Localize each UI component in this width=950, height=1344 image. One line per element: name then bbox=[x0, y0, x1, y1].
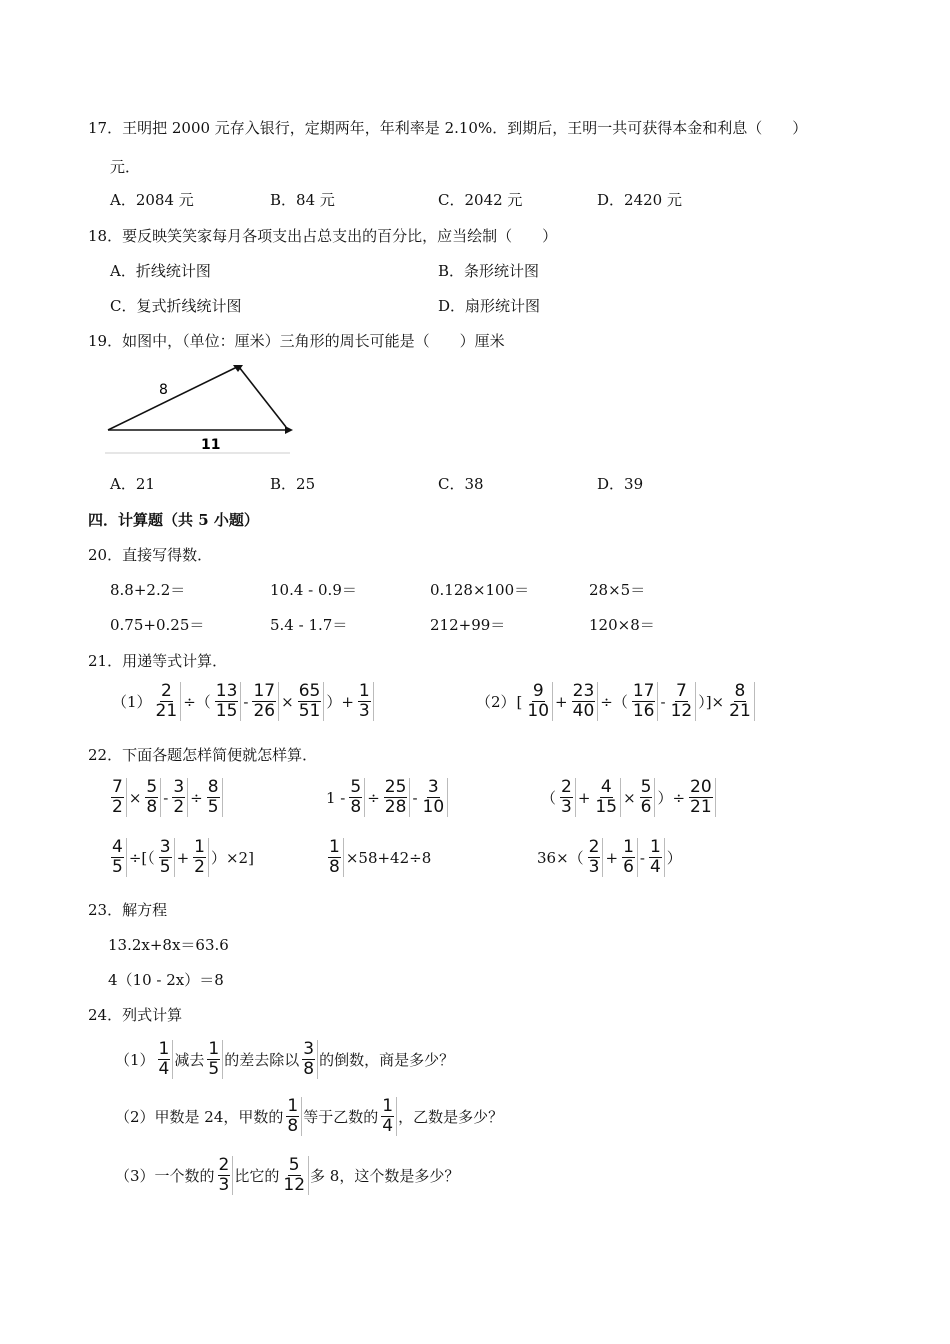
q24-item-2: （2）甲数是 24，甲数的 $\frac{1}{8}$ 等于乙数的 $\frac{1}{4}$ ，乙数是多少？ bbox=[115, 1096, 504, 1136]
q22-expr: $\frac{1}{8}$ ×58+42÷8 bbox=[325, 838, 432, 877]
q22-expr: （ $\frac{2}{3}$ + $\frac{4}{15}$ × $\frac{5}{6}$ ）÷ $\frac{20}{21}$ bbox=[540, 778, 717, 817]
q20-item: 0.75+0.25＝ bbox=[110, 616, 205, 634]
q22-expr: $\frac{4}{5}$ ÷[（ $\frac{3}{5}$ + $\frac{1}{2}$ ）×2] bbox=[108, 838, 255, 877]
q17-option-b[interactable]: B．84 元 bbox=[270, 191, 335, 209]
q24-item-3: （3）一个数的 $\frac{2}{3}$ 比它的 $\frac{5}{12}$ 多 8，这个数是多少？ bbox=[115, 1155, 460, 1195]
q19-stem: 19．如图中，（单位：厘米）三角形的周长可能是（ ）厘米 bbox=[88, 332, 505, 350]
q17-stem: 17．王明把 2000 元存入银行，定期两年，年利率是 2.10%．到期后，王明一共可获得本金和利息（ ） bbox=[88, 119, 808, 137]
q22-expr: $\frac{7}{2}$ × $\frac{5}{8}$ - $\frac{3}{2}$ ÷ $\frac{8}{5}$ bbox=[108, 778, 224, 817]
q17-option-c[interactable]: C．2042 元 bbox=[438, 191, 523, 209]
section-heading: 四．计算题（共 5 小题） bbox=[88, 511, 259, 529]
q20-item: 28×5＝ bbox=[589, 581, 646, 599]
q21-expr-1: （1） $\frac{2}{21}$ ÷（ $\frac{13}{15}$ - $\frac{17}{26}$ × $\frac{65}{51}$ ）+ $\frac{1}{3}$ bbox=[112, 682, 375, 721]
base-label: 11 bbox=[201, 437, 221, 453]
q18-option-d[interactable]: D．扇形统计图 bbox=[438, 297, 541, 315]
q22-expr: 1 - $\frac{5}{8}$ ÷ $\frac{25}{28}$ - $\frac{3}{10}$ bbox=[325, 778, 449, 817]
q19-option-b[interactable]: B．25 bbox=[270, 475, 316, 493]
q20-item: 212+99＝ bbox=[430, 616, 506, 634]
q23-stem: 23．解方程 bbox=[88, 901, 168, 919]
q24-stem: 24．列式计算 bbox=[88, 1006, 183, 1024]
q17-stem-cont: 元． bbox=[110, 158, 141, 176]
q17-option-d[interactable]: D．2420 元 bbox=[597, 191, 682, 209]
q20-item: 0.128×100＝ bbox=[430, 581, 530, 599]
q23-equation-1: 13.2x+8x＝63.6 bbox=[108, 936, 229, 954]
q19-option-d[interactable]: D．39 bbox=[597, 475, 644, 493]
q22-expr: 36×（ $\frac{2}{3}$ + $\frac{1}{6}$ - $\frac{1}{4}$ ） bbox=[537, 837, 682, 877]
q22-stem: 22．下面各题怎样简便就怎样算． bbox=[88, 746, 318, 764]
q19-option-c[interactable]: C．38 bbox=[438, 475, 484, 493]
q21-expr-2: （2） [ $\frac{9}{10}$ + $\frac{23}{40}$ ÷（ $\frac{17}{16}$ - $\frac{7}{12}$ ）]× $\frac{8}{21}$ bbox=[476, 682, 756, 721]
q18-stem: 18．要反映笑笑家每月各项支出占总支出的百分比，应当绘制（ ） bbox=[88, 227, 558, 245]
q21-stem: 21．用递等式计算． bbox=[88, 652, 228, 670]
q23-equation-2: 4（10 - 2x）＝8 bbox=[108, 971, 224, 989]
q20-item: 10.4 - 0.9＝ bbox=[270, 581, 357, 599]
q18-option-a[interactable]: A．折线统计图 bbox=[110, 262, 211, 280]
q18-option-c[interactable]: C．复式折线统计图 bbox=[110, 297, 242, 315]
q20-item: 5.4 - 1.7＝ bbox=[270, 616, 348, 634]
q24-item-1: （1） $\frac{1}{4}$ 减去 $\frac{1}{5}$ 的差去除以 $\frac{3}{8}$ 的倒数，商是多少？ bbox=[115, 1039, 455, 1079]
q17-option-a[interactable]: A．2084 元 bbox=[110, 191, 194, 209]
side-label: 8 bbox=[159, 382, 168, 398]
q20-item: 120×8＝ bbox=[589, 616, 655, 634]
q18-option-b[interactable]: B．条形统计图 bbox=[438, 262, 540, 280]
q19-option-a[interactable]: A．21 bbox=[110, 475, 155, 493]
q20-item: 8.8+2.2＝ bbox=[110, 581, 186, 599]
q20-stem: 20．直接写得数． bbox=[88, 546, 213, 564]
triangle-figure bbox=[105, 360, 295, 456]
